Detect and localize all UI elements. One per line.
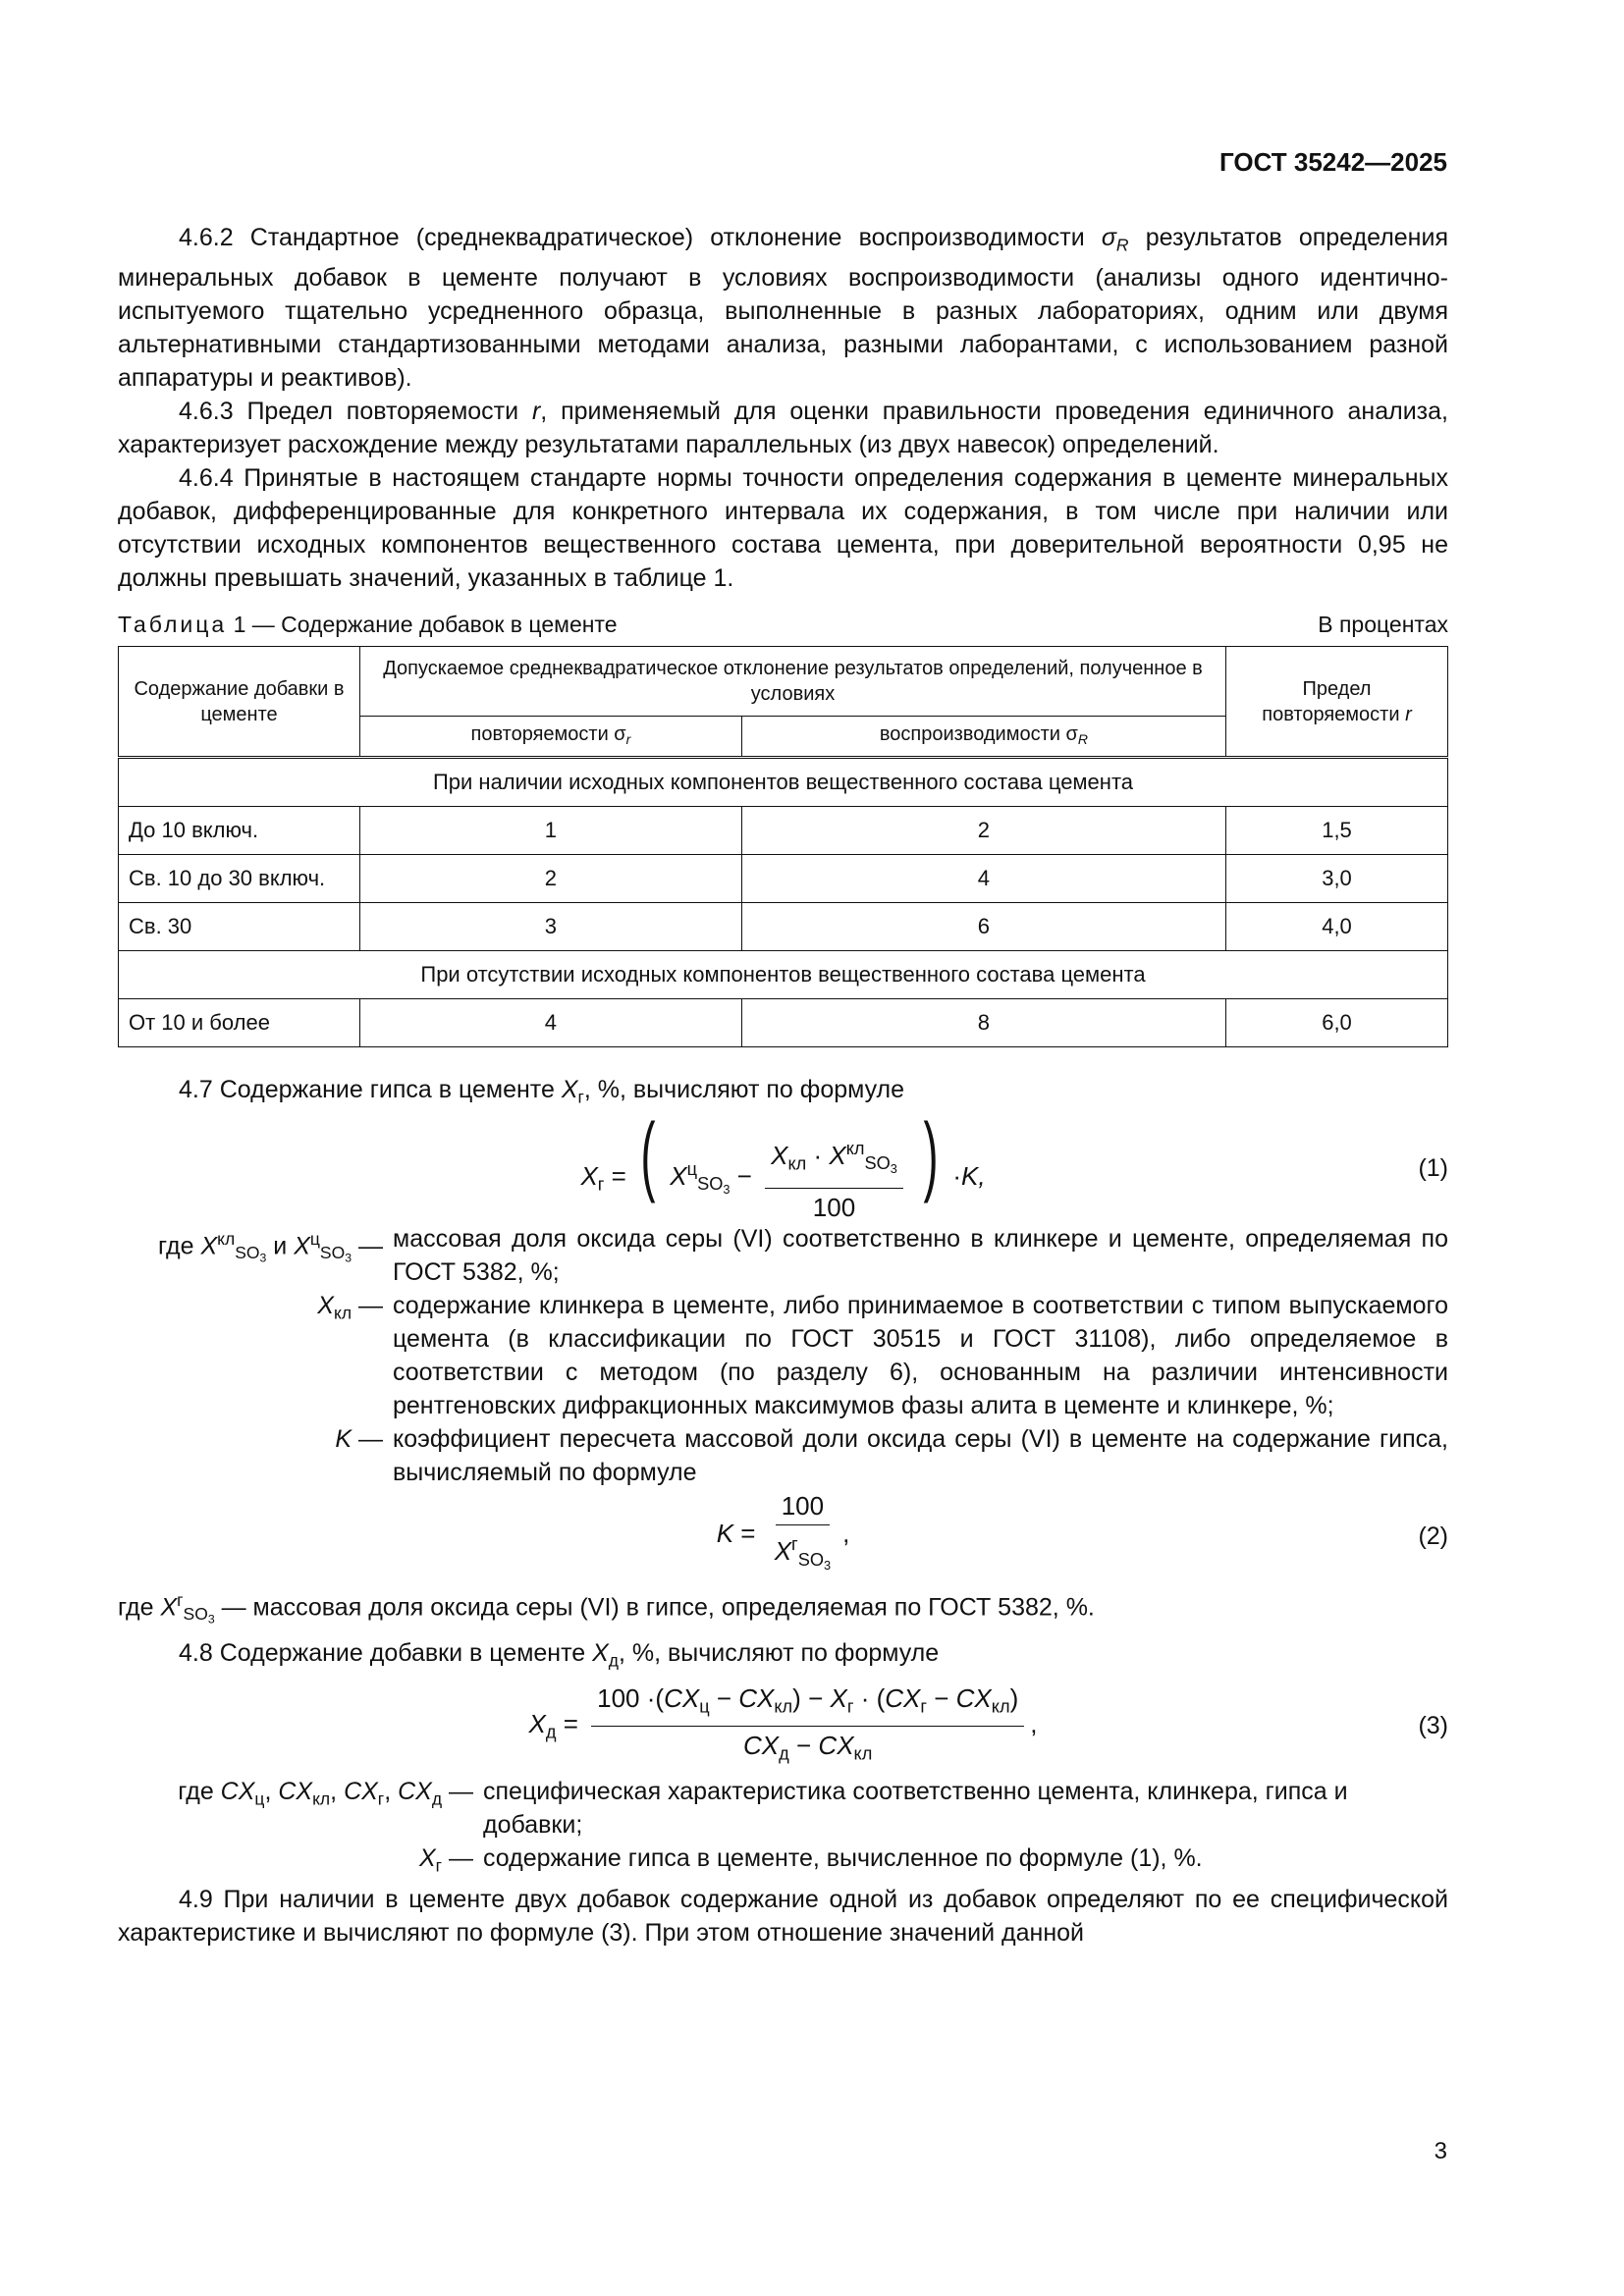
subscript-so3 xyxy=(183,1604,215,1628)
formula-1 xyxy=(118,1105,1448,1223)
where-desc: содержание гипса в цементе, вычисленное по формуле (1), %. xyxy=(483,1844,1203,1873)
page-number: 3 xyxy=(1434,2138,1447,2164)
header-reprod xyxy=(741,717,1225,758)
where-term xyxy=(118,1842,473,1882)
header-deviation: Допускаемое среднеквадратическое отклонение результатов определений, полученное в условиях xyxy=(360,647,1226,717)
fraction xyxy=(769,1489,837,1581)
where-2 xyxy=(118,1583,1448,1637)
numerator: 100 xyxy=(776,1489,830,1525)
formula-2-body xyxy=(717,1489,850,1581)
variable-r: r xyxy=(531,398,541,426)
denominator xyxy=(769,1525,837,1581)
subscript: кл xyxy=(333,1302,352,1322)
superscript: кл xyxy=(217,1228,236,1249)
numerator xyxy=(765,1132,903,1189)
subscript-3: 3 xyxy=(259,1252,267,1266)
subscript: г xyxy=(846,1696,854,1717)
subscript: г xyxy=(920,1696,928,1717)
minus-sign: − xyxy=(927,1683,956,1714)
variable-cx: CX xyxy=(664,1683,700,1714)
section-row xyxy=(119,951,1448,999)
subscript: ц xyxy=(699,1696,710,1717)
separator: , xyxy=(330,1778,345,1806)
table-row xyxy=(119,855,1448,903)
formula-2 xyxy=(118,1489,1448,1583)
comma: , xyxy=(1030,1709,1038,1739)
dash: — xyxy=(352,1232,383,1260)
superscript: г xyxy=(177,1589,184,1610)
minus-sign: − xyxy=(736,1160,752,1191)
dash: — xyxy=(442,1778,473,1806)
variable-k: K xyxy=(335,1424,352,1453)
table-1 xyxy=(118,646,1448,1047)
cell-content: Св. 30 xyxy=(119,903,360,951)
paren: ( xyxy=(655,1683,665,1714)
formula-3 xyxy=(118,1677,1448,1775)
document-id: ГОСТ 35242—2025 xyxy=(1219,147,1447,177)
variable-r: r xyxy=(1405,703,1412,725)
header-limit-text: Предел повторяемости xyxy=(1262,677,1406,725)
text-run: , %, вычисляют по формуле xyxy=(583,1076,905,1104)
table-row xyxy=(119,999,1448,1047)
subscript: кл xyxy=(774,1696,793,1717)
paren: ) xyxy=(792,1683,801,1714)
numerator xyxy=(591,1682,1024,1726)
superscript: кл xyxy=(845,1138,865,1158)
cell-content: От 10 и более xyxy=(119,999,360,1047)
variable-x: X xyxy=(771,1140,788,1170)
variable-x: X xyxy=(580,1160,598,1191)
fraction xyxy=(765,1132,903,1224)
header-reprod-text: воспроизводимости σ xyxy=(879,722,1078,745)
page-body xyxy=(118,221,1448,1949)
section-label: При отсутствии исходных компонентов вещественного состава цемента xyxy=(119,951,1448,999)
cell-limit: 3,0 xyxy=(1226,855,1448,903)
paragraph-4-6-3 xyxy=(118,395,1448,461)
cell-repeat: 3 xyxy=(360,903,742,951)
and-word: и xyxy=(266,1232,295,1260)
cell-content: Св. 10 до 30 включ. xyxy=(119,855,360,903)
variable-cx: CX xyxy=(220,1778,255,1806)
gde-word: где xyxy=(118,1593,161,1622)
subscript: R xyxy=(1077,730,1088,747)
header-limit xyxy=(1226,647,1448,758)
subscript: ц xyxy=(254,1789,265,1809)
paragraph-4-9: 4.9 При наличии в цементе двух добавок содержание одной из добавок определяют по ее специфической характеристике и вычисляют по формуле (3). При этом отношение значений данной xyxy=(118,1885,1448,1947)
variable-cx: CX xyxy=(818,1730,854,1760)
text-run: 4.8 Содержание добавки в цементе xyxy=(179,1639,593,1668)
subscript-so3 xyxy=(235,1243,267,1266)
paragraph-4-6-2 xyxy=(118,221,1448,395)
gde-word: где xyxy=(158,1232,201,1260)
where-term xyxy=(118,1775,473,1842)
section-row xyxy=(119,758,1448,807)
cell-repeat: 2 xyxy=(360,855,742,903)
subscript-so3 xyxy=(697,1174,731,1198)
so-text: SO xyxy=(319,1243,346,1263)
minus-sign: − xyxy=(800,1683,831,1714)
subscript-so3 xyxy=(864,1153,897,1177)
text-run: , %, вычисляют по формуле xyxy=(619,1639,940,1668)
where-desc: специфическая характеристика соответственно цемента, клинкера, гипса и добавки; xyxy=(483,1778,1348,1840)
subscript: г xyxy=(577,1087,584,1107)
subscript: г xyxy=(377,1789,385,1809)
cell-reprod: 2 xyxy=(741,807,1225,855)
subscript-3: 3 xyxy=(723,1182,731,1198)
formula-number: (1) xyxy=(1418,1153,1448,1182)
variable-x: X xyxy=(528,1709,546,1739)
dot-operator: · xyxy=(952,1160,961,1191)
equals-sign: = xyxy=(611,1160,626,1191)
subscript: кл xyxy=(853,1743,873,1764)
where-list-3 xyxy=(118,1775,1448,1882)
subscript: г xyxy=(435,1855,443,1876)
subscript: кл xyxy=(312,1789,331,1809)
cell-limit: 1,5 xyxy=(1226,807,1448,855)
gde-word: где xyxy=(178,1778,221,1806)
variable-k: K, xyxy=(960,1160,986,1191)
variable-cx: CX xyxy=(743,1730,780,1760)
subscript-so3 xyxy=(319,1243,352,1266)
cell-limit: 6,0 xyxy=(1226,999,1448,1047)
paren: ) xyxy=(1009,1683,1019,1714)
superscript: г xyxy=(791,1534,798,1555)
text-run: 4.6.2 Стандартное (среднеквадратическое) отклонение воспроизводимости xyxy=(179,224,1102,251)
where-list-1 xyxy=(118,1222,1448,1489)
formula-number: (2) xyxy=(1418,1522,1448,1550)
subscript-3: 3 xyxy=(823,1557,832,1573)
subscript: д xyxy=(545,1722,557,1742)
variable-x: X xyxy=(160,1593,178,1622)
where-term xyxy=(118,1222,383,1289)
separator: , xyxy=(264,1778,279,1806)
left-paren-icon: ( xyxy=(640,1105,656,1204)
subscript: r xyxy=(625,730,631,747)
table-title xyxy=(118,609,618,640)
text-run: результатов определения минеральных добавок в цементе получают в условиях воспроизводимости (анализы одного идентично-испытуемого тщательно усредненного образца, выполненные в разных лабораториях, одним или двумя альтернативными стандартизованными методами анализа, разными лаборантами, с использованием разной аппаратуры и реактивов). xyxy=(118,224,1448,393)
paragraph-4-6-4: 4.6.4 Принятые в настоящем стандарте нормы точности определения содержания в цементе минеральных добавок, дифференцированные для конкретного интервала их содержания, в том числе при наличии или отсутствии исходных компонентов вещественного состава цемента, при доверительной вероятности 0,95 не должны превышать значений, указанных в таблице 1. xyxy=(118,464,1448,593)
dot-operator: · xyxy=(813,1140,823,1170)
subscript-so3 xyxy=(797,1549,832,1573)
variable-x: X xyxy=(200,1232,218,1260)
cell-content: До 10 включ. xyxy=(119,807,360,855)
so-text: SO xyxy=(864,1153,891,1174)
text-run: 4.6.3 Предел повторяемости xyxy=(179,398,532,426)
subscript: д xyxy=(608,1650,620,1671)
subscript: д xyxy=(431,1789,443,1809)
variable-cx: CX xyxy=(738,1683,775,1714)
subscript: д xyxy=(779,1743,789,1764)
variable-x: X xyxy=(830,1683,847,1714)
header-repeat-text: повторяемости σ xyxy=(470,722,626,745)
dash: — xyxy=(352,1424,383,1453)
right-paren-icon: ) xyxy=(923,1105,939,1204)
table-caption xyxy=(118,609,1448,640)
dot-operator: · xyxy=(853,1683,877,1714)
separator: , xyxy=(384,1778,399,1806)
text-run: 4.7 Содержание гипса в цементе xyxy=(179,1076,562,1104)
where-desc: — массовая доля оксида серы (VI) в гипсе, определяемая по ГОСТ 5382, %. xyxy=(214,1593,1095,1622)
variable-cx: CX xyxy=(278,1778,313,1806)
subscript-3: 3 xyxy=(345,1252,352,1266)
table-title-text: 1 — Содержание добавок в цементе xyxy=(233,612,618,638)
denominator: 100 xyxy=(812,1193,856,1223)
minus-sign: − xyxy=(788,1730,819,1760)
sigma-symbol: σ xyxy=(1101,224,1116,251)
formula-3-body xyxy=(529,1682,1038,1770)
variable-x: X xyxy=(418,1844,436,1873)
subscript: R xyxy=(1115,235,1129,255)
comma: , xyxy=(842,1519,850,1549)
variable-x: X xyxy=(670,1160,687,1191)
variable-x: X xyxy=(294,1232,310,1260)
variable-x: X xyxy=(592,1639,609,1668)
header-repeat xyxy=(360,717,742,758)
where-term xyxy=(118,1289,383,1422)
subscript-3: 3 xyxy=(890,1161,897,1177)
cell-limit: 4,0 xyxy=(1226,903,1448,951)
formula-1-body xyxy=(580,1105,986,1224)
text-run: , применяемый для оценки правильности проведения единичного анализа, характеризует расхождение между результатами параллельных (из двух навесок) определений. xyxy=(118,398,1448,459)
table-units: В процентах xyxy=(1318,612,1448,638)
variable-x: X xyxy=(561,1076,578,1104)
equals-sign: = xyxy=(563,1709,578,1739)
where-term xyxy=(118,1422,383,1489)
variable-x: X xyxy=(829,1140,846,1170)
variable-k: K xyxy=(716,1519,734,1549)
so-text: SO xyxy=(183,1604,208,1625)
cell-repeat: 4 xyxy=(360,999,742,1047)
superscript: ц xyxy=(686,1158,698,1179)
variable-x: X xyxy=(774,1536,792,1567)
variable-cx: CX xyxy=(885,1683,921,1714)
subscript-3: 3 xyxy=(207,1613,215,1628)
table-label: Таблица xyxy=(118,612,228,638)
cell-reprod: 6 xyxy=(741,903,1225,951)
variable-x: X xyxy=(317,1291,334,1319)
so-text: SO xyxy=(697,1174,724,1195)
denominator xyxy=(737,1727,878,1770)
equals-sign: = xyxy=(740,1519,756,1549)
where-desc: коэффициент пересчета массовой доли оксида серы (VI) в цементе на содержание гипса, вычисляемый по формуле xyxy=(393,1424,1448,1486)
variable-cx: CX xyxy=(955,1683,992,1714)
cell-reprod: 4 xyxy=(741,855,1225,903)
paren: ( xyxy=(876,1683,886,1714)
header-content: Содержание добавки в цементе xyxy=(119,647,360,758)
variable-cx: CX xyxy=(344,1778,378,1806)
subscript: кл xyxy=(787,1153,807,1174)
superscript: ц xyxy=(309,1228,320,1249)
dash: — xyxy=(352,1291,383,1319)
paragraph-4-7 xyxy=(118,1073,1448,1113)
cell-repeat: 1 xyxy=(360,807,742,855)
cell-reprod: 8 xyxy=(741,999,1225,1047)
paragraph-4-8 xyxy=(118,1636,1448,1677)
table-row xyxy=(119,903,1448,951)
hundred-factor: 100 · xyxy=(597,1683,656,1714)
subscript: г xyxy=(597,1174,605,1195)
so-text: SO xyxy=(797,1549,824,1570)
formula-number: (3) xyxy=(1418,1712,1448,1740)
where-desc: массовая доля оксида серы (VI) соответственно в клинкере и цементе, определяемая по ГОСТ 5382, %; xyxy=(393,1224,1448,1286)
table-row xyxy=(119,807,1448,855)
subscript: кл xyxy=(991,1696,1010,1717)
dash: — xyxy=(442,1844,473,1873)
minus-sign: − xyxy=(709,1683,739,1714)
variable-cx: CX xyxy=(398,1778,432,1806)
section-label: При наличии исходных компонентов вещественного состава цемента xyxy=(119,758,1448,807)
so-text: SO xyxy=(235,1243,260,1263)
where-desc: содержание клинкера в цементе, либо принимаемое в соответствии с типом выпускаемого цемента (в классификации по ГОСТ 30515 и ГОСТ 31108), либо определяемое в соответствии с методом (по разделу 6), основанным на различии интенсивности рентгеновских дифракционных максимумов фазы алита в цементе и клинкере, %; xyxy=(393,1291,1448,1419)
fraction xyxy=(591,1682,1024,1770)
